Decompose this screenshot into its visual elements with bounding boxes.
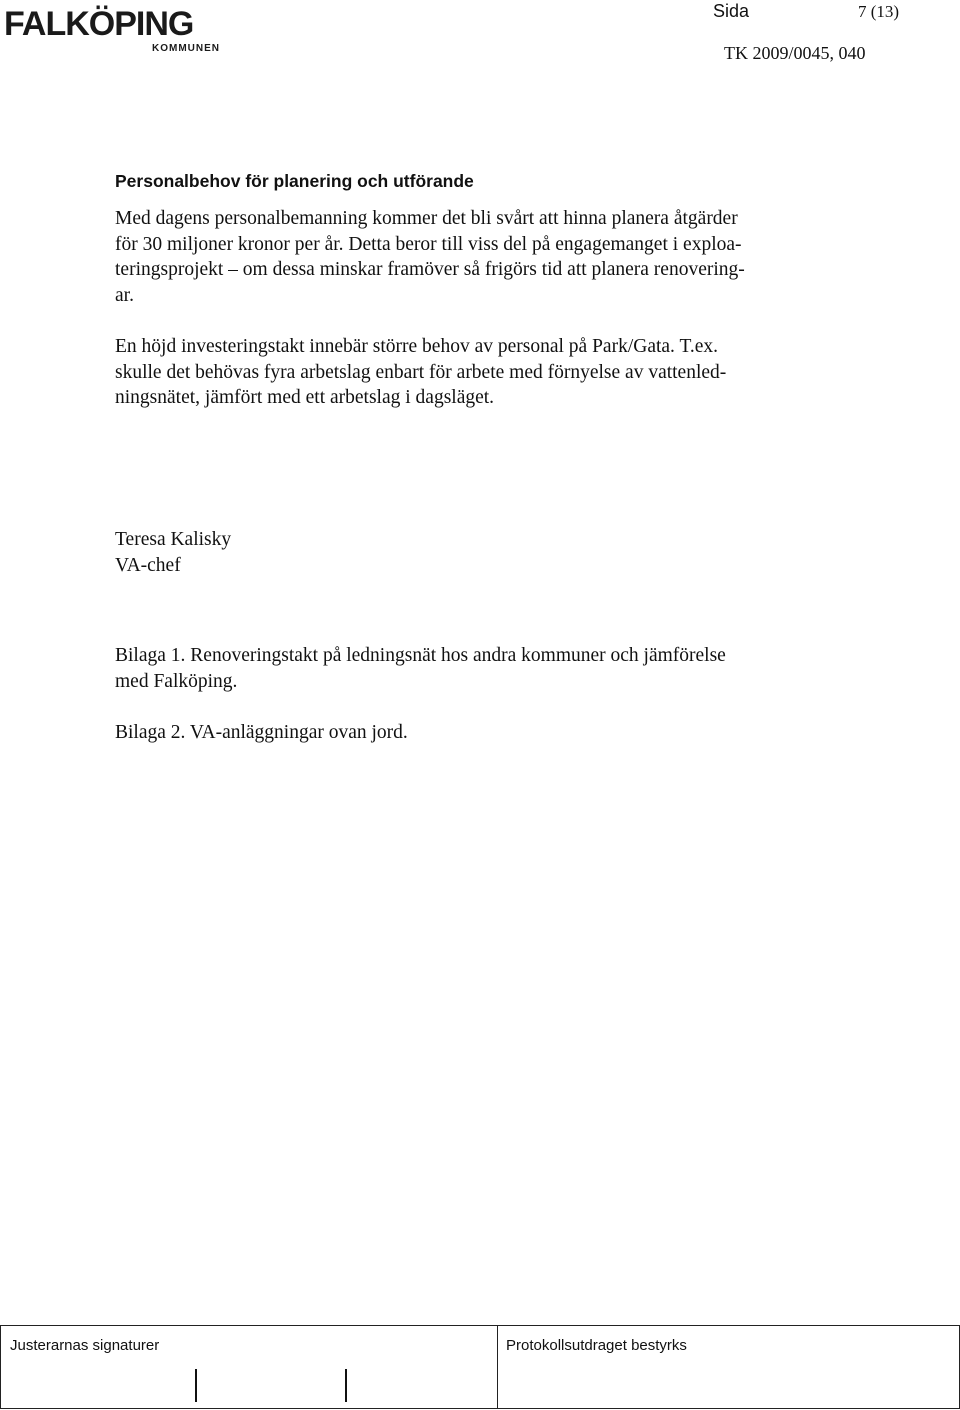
signer-title: VA-chef [115, 554, 181, 576]
paragraph-line: ningsnätet, jämfört med ett arbetslag i dagsläget. [115, 387, 495, 409]
paragraph-line: för 30 miljoner kronor per år. Detta beror till viss del på engagemanget i exploa- [115, 233, 742, 255]
page-label: Sida [713, 1, 750, 21]
section-heading: Personalbehov för planering och utförande [115, 171, 474, 191]
extract-certified-label: Protokollsutdraget bestyrks [506, 1337, 687, 1354]
signature-field-mark [345, 1369, 347, 1402]
attachment-line: Bilaga 2. VA-anläggningar ovan jord. [115, 721, 408, 743]
logo-subtext: KOMMUNEN [152, 43, 220, 54]
document-body [115, 170, 835, 770]
paragraph-line: ar. [115, 285, 134, 307]
paragraph [115, 334, 835, 411]
falkoping-logo [4, 6, 224, 54]
attachment-line: med Falköping. [115, 671, 238, 693]
signature-footer-table [0, 1325, 960, 1409]
attachment-item [115, 643, 835, 694]
signature-block [115, 527, 835, 578]
signer-name: Teresa Kalisky [115, 528, 232, 550]
page-number: 7 (13) [858, 2, 900, 21]
paragraph-line: skulle det behövas fyra arbetslag enbart för arbete med förnyelse av vattenled- [115, 361, 727, 383]
attachments-list [115, 643, 835, 745]
document-reference: TK 2009/0045, 040 [724, 43, 866, 63]
attachment-item [115, 720, 835, 746]
paragraph-line: Med dagens personalbemanning kommer det bli svårt att hinna planera åtgärder [115, 208, 738, 229]
attachment-line: Bilaga 1. Renoveringstakt på ledningsnät hos andra kommuner och jämförelse [115, 645, 726, 667]
logo-wordmark: FALKÖPING [4, 5, 194, 43]
paragraph-line: En höjd investeringstakt innebär större behov av personal på Park/Gata. T.ex. [115, 335, 719, 357]
signature-field-mark [195, 1369, 197, 1402]
adjusters-signatures-label: Justerarnas signaturer [10, 1337, 160, 1354]
paragraph-line: teringsprojekt – om dessa minskar framöver så frigörs tid att planera renovering- [115, 259, 745, 281]
column-divider [497, 1326, 498, 1408]
paragraph [115, 206, 835, 309]
